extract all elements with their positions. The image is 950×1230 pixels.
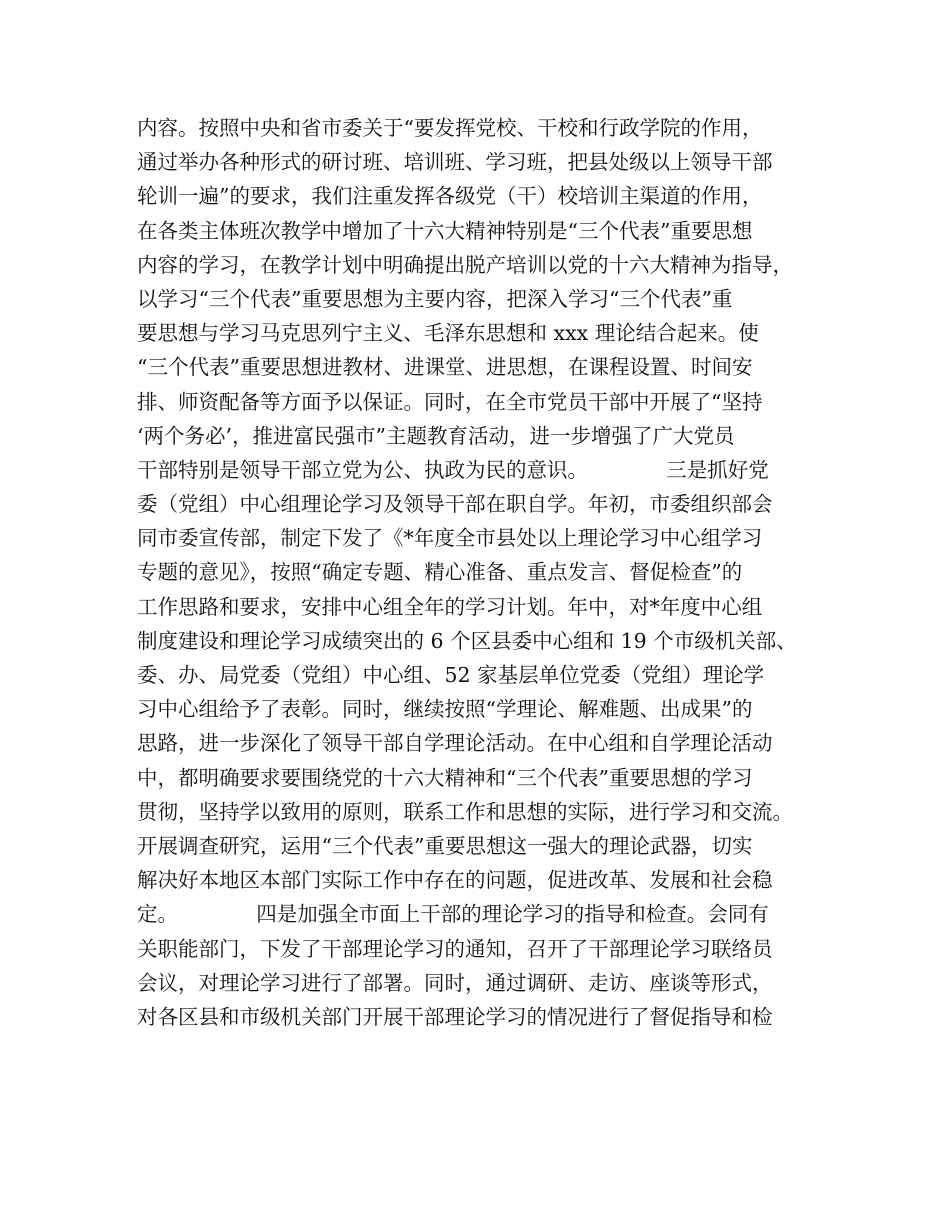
- text-line: 同市委宣传部，制定下发了《*年度全市县处以上理论学习中心组学习: [137, 526, 763, 551]
- text-line: 以学习“三个代表”重要思想为主要内容，把深入学习“三个代表”重: [137, 286, 733, 311]
- body-text: [137, 111, 837, 1034]
- text-line: 工作思路和要求，安排中心组全年的学习计划。年中，对*年度中心组: [137, 594, 763, 619]
- text-line: 贯彻，坚持学以致用的原则，联系工作和思想的实际，进行学习和交流。: [137, 799, 793, 824]
- text-line: 通过举办各种形式的研讨班、培训班、学习班，把县处级以上领导干部: [137, 150, 773, 175]
- text-line: 排、师资配备等方面予以保证。同时，在全市党员干部中开展了“坚持: [137, 389, 763, 414]
- text-line: 内容的学习，在教学计划中明确提出脱产培训以党的十六大精神为指导，: [137, 252, 793, 277]
- text-line: 委、办、局党委（党组）中心组、52 家基层单位党委（党组）理论学: [137, 663, 765, 687]
- text-line: 解决好本地区本部门实际工作中存在的问题，促进改革、发展和社会稳: [137, 868, 773, 893]
- text-line: 内容。按照中央和省市委关于“要发挥党校、干校和行政学院的作用，: [137, 116, 763, 140]
- text-line: 定。 四是加强全市面上干部的理论学习的指导和检查。会同有: [137, 902, 769, 927]
- text-line: 对各区县和市级机关部门开展干部理论学习的情况进行了督促指导和检: [137, 1004, 773, 1029]
- text-line: 专题的意见》，按照“确定专题、精心准备、重点发言、督促检查”的: [137, 560, 743, 585]
- text-line: 关职能部门，下发了干部理论学习的通知，召开了干部理论学习联络员: [137, 936, 773, 961]
- text-line: 要思想与学习马克思列宁主义、毛泽东思想和 xxx 理论结合起来。使: [137, 321, 759, 346]
- text-line: “三个代表”重要思想进教材、进课堂、进思想，在课程设置、时间安: [137, 355, 753, 380]
- text-line: 习中心组给予了表彰。同时，继续按照“学理论、解难题、出成果”的: [137, 697, 753, 722]
- text-line: 在各类主体班次教学中增加了十六大精神特别是“三个代表”重要思想: [137, 218, 753, 243]
- text-line: 思路，进一步深化了领导干部自学理论活动。在中心组和自学理论活动: [137, 731, 773, 756]
- text-line: 委（党组）中心组理论学习及领导干部在职自学。年初，市委组织部会: [137, 492, 773, 517]
- text-line: 开展调查研究，运用“三个代表”重要思想这一强大的理论武器，切实: [137, 833, 753, 858]
- text-line: 中，都明确要求要围绕党的十六大精神和“三个代表”重要思想的学习: [137, 765, 753, 790]
- text-line: ‘两个务必’，推进富民强市”主题教育活动，进一步增强了广大党员: [137, 423, 735, 448]
- text-line: 干部特别是领导干部立党为公、执政为民的意识。 三是抓好党: [137, 457, 769, 482]
- text-line: 会议，对理论学习进行了部署。同时，通过调研、走访、座谈等形式，: [137, 970, 773, 995]
- text-line: 制度建设和理论学习成绩突出的 6 个区县委中心组和 19 个市级机关部、: [137, 628, 797, 653]
- text-line: 轮训一遍”的要求，我们注重发挥各级党（干）校培训主渠道的作用，: [137, 184, 763, 209]
